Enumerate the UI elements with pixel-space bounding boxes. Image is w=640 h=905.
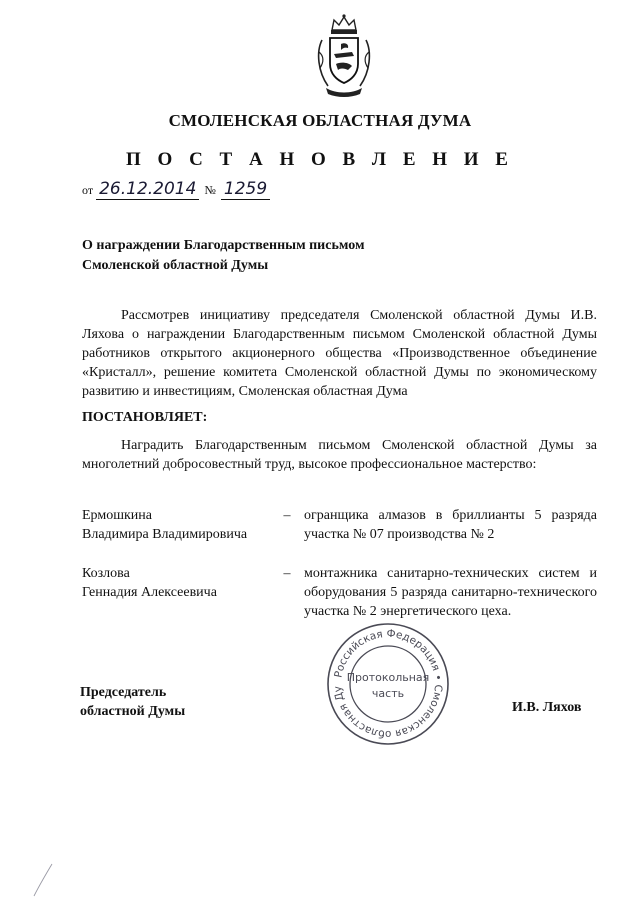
awardee-name [82, 564, 277, 602]
awardee-position: огранщика алмазов в бриллианты 5 разряда участка № 07 производства № 2 [304, 508, 597, 542]
handwritten-date: 26.12.2014 [99, 179, 197, 199]
number-field [221, 180, 270, 200]
awardee-surname: Козлова [82, 566, 130, 581]
stamp-center-line: Протокольная [346, 671, 430, 684]
margin-pen-mark-icon [30, 862, 56, 898]
coat-of-arms-icon [314, 12, 374, 100]
document-type-title: П О С Т А Н О В Л Е Н И Е [126, 149, 514, 170]
protocol-stamp [325, 621, 451, 747]
document-subject [82, 236, 364, 276]
award-paragraph: Наградить Благодарственным письмом Смоленской областной Думы за многолетний добросовестный труд, высокое профессиональное мастерство: [82, 438, 597, 472]
awardee-surname: Ермошкина [82, 508, 152, 523]
signatory-title-line: Председатель [80, 685, 167, 700]
awardee-dash: – [283, 508, 291, 523]
awardee-row [82, 506, 597, 550]
stamp-ring-text: Российская Федерация • Смоленская областная Ду [331, 627, 445, 741]
awardee-position: монтажника санитарно-технических систем и оборудования 5 разряда санитарно-технического участка № 2 энергетического цеха. [304, 566, 597, 619]
signatory-name: И.В. Ляхов [512, 700, 582, 715]
date-prefix: от [82, 183, 94, 197]
stamp-center-line: часть [371, 687, 405, 700]
awardee-given-names: Геннадия Алексеевича [82, 585, 217, 600]
preamble-paragraph: Рассмотрев инициативу председателя Смоленской областной Думы И.В. Ляхова о награждении Благодарственным письмом Смоленской областной Думы работников открытого акционерного общества «Производственное объединение «Кристалл», решение комитета Смоленской областной Думы по экономическому развитию и инвестициям, Смоленская областная Дума [82, 308, 597, 399]
date-field [96, 180, 199, 200]
handwritten-number: 1259 [223, 179, 268, 199]
awardee-dash: – [283, 566, 291, 581]
signatory-title [80, 683, 185, 721]
signatory-title-line: областной Думы [80, 704, 186, 719]
number-prefix: № [204, 183, 216, 197]
organization-title: СМОЛЕНСКАЯ ОБЛАСТНАЯ ДУМА [168, 111, 472, 130]
subject-line: О награждении Благодарственным письмом [82, 238, 365, 253]
subject-line: Смоленской областной Думы [82, 258, 269, 273]
awardee-given-names: Владимира Владимировича [82, 527, 248, 542]
resolves-heading: ПОСТАНОВЛЯЕТ: [82, 410, 208, 425]
date-number-line [82, 180, 270, 200]
awardee-name [82, 506, 277, 544]
